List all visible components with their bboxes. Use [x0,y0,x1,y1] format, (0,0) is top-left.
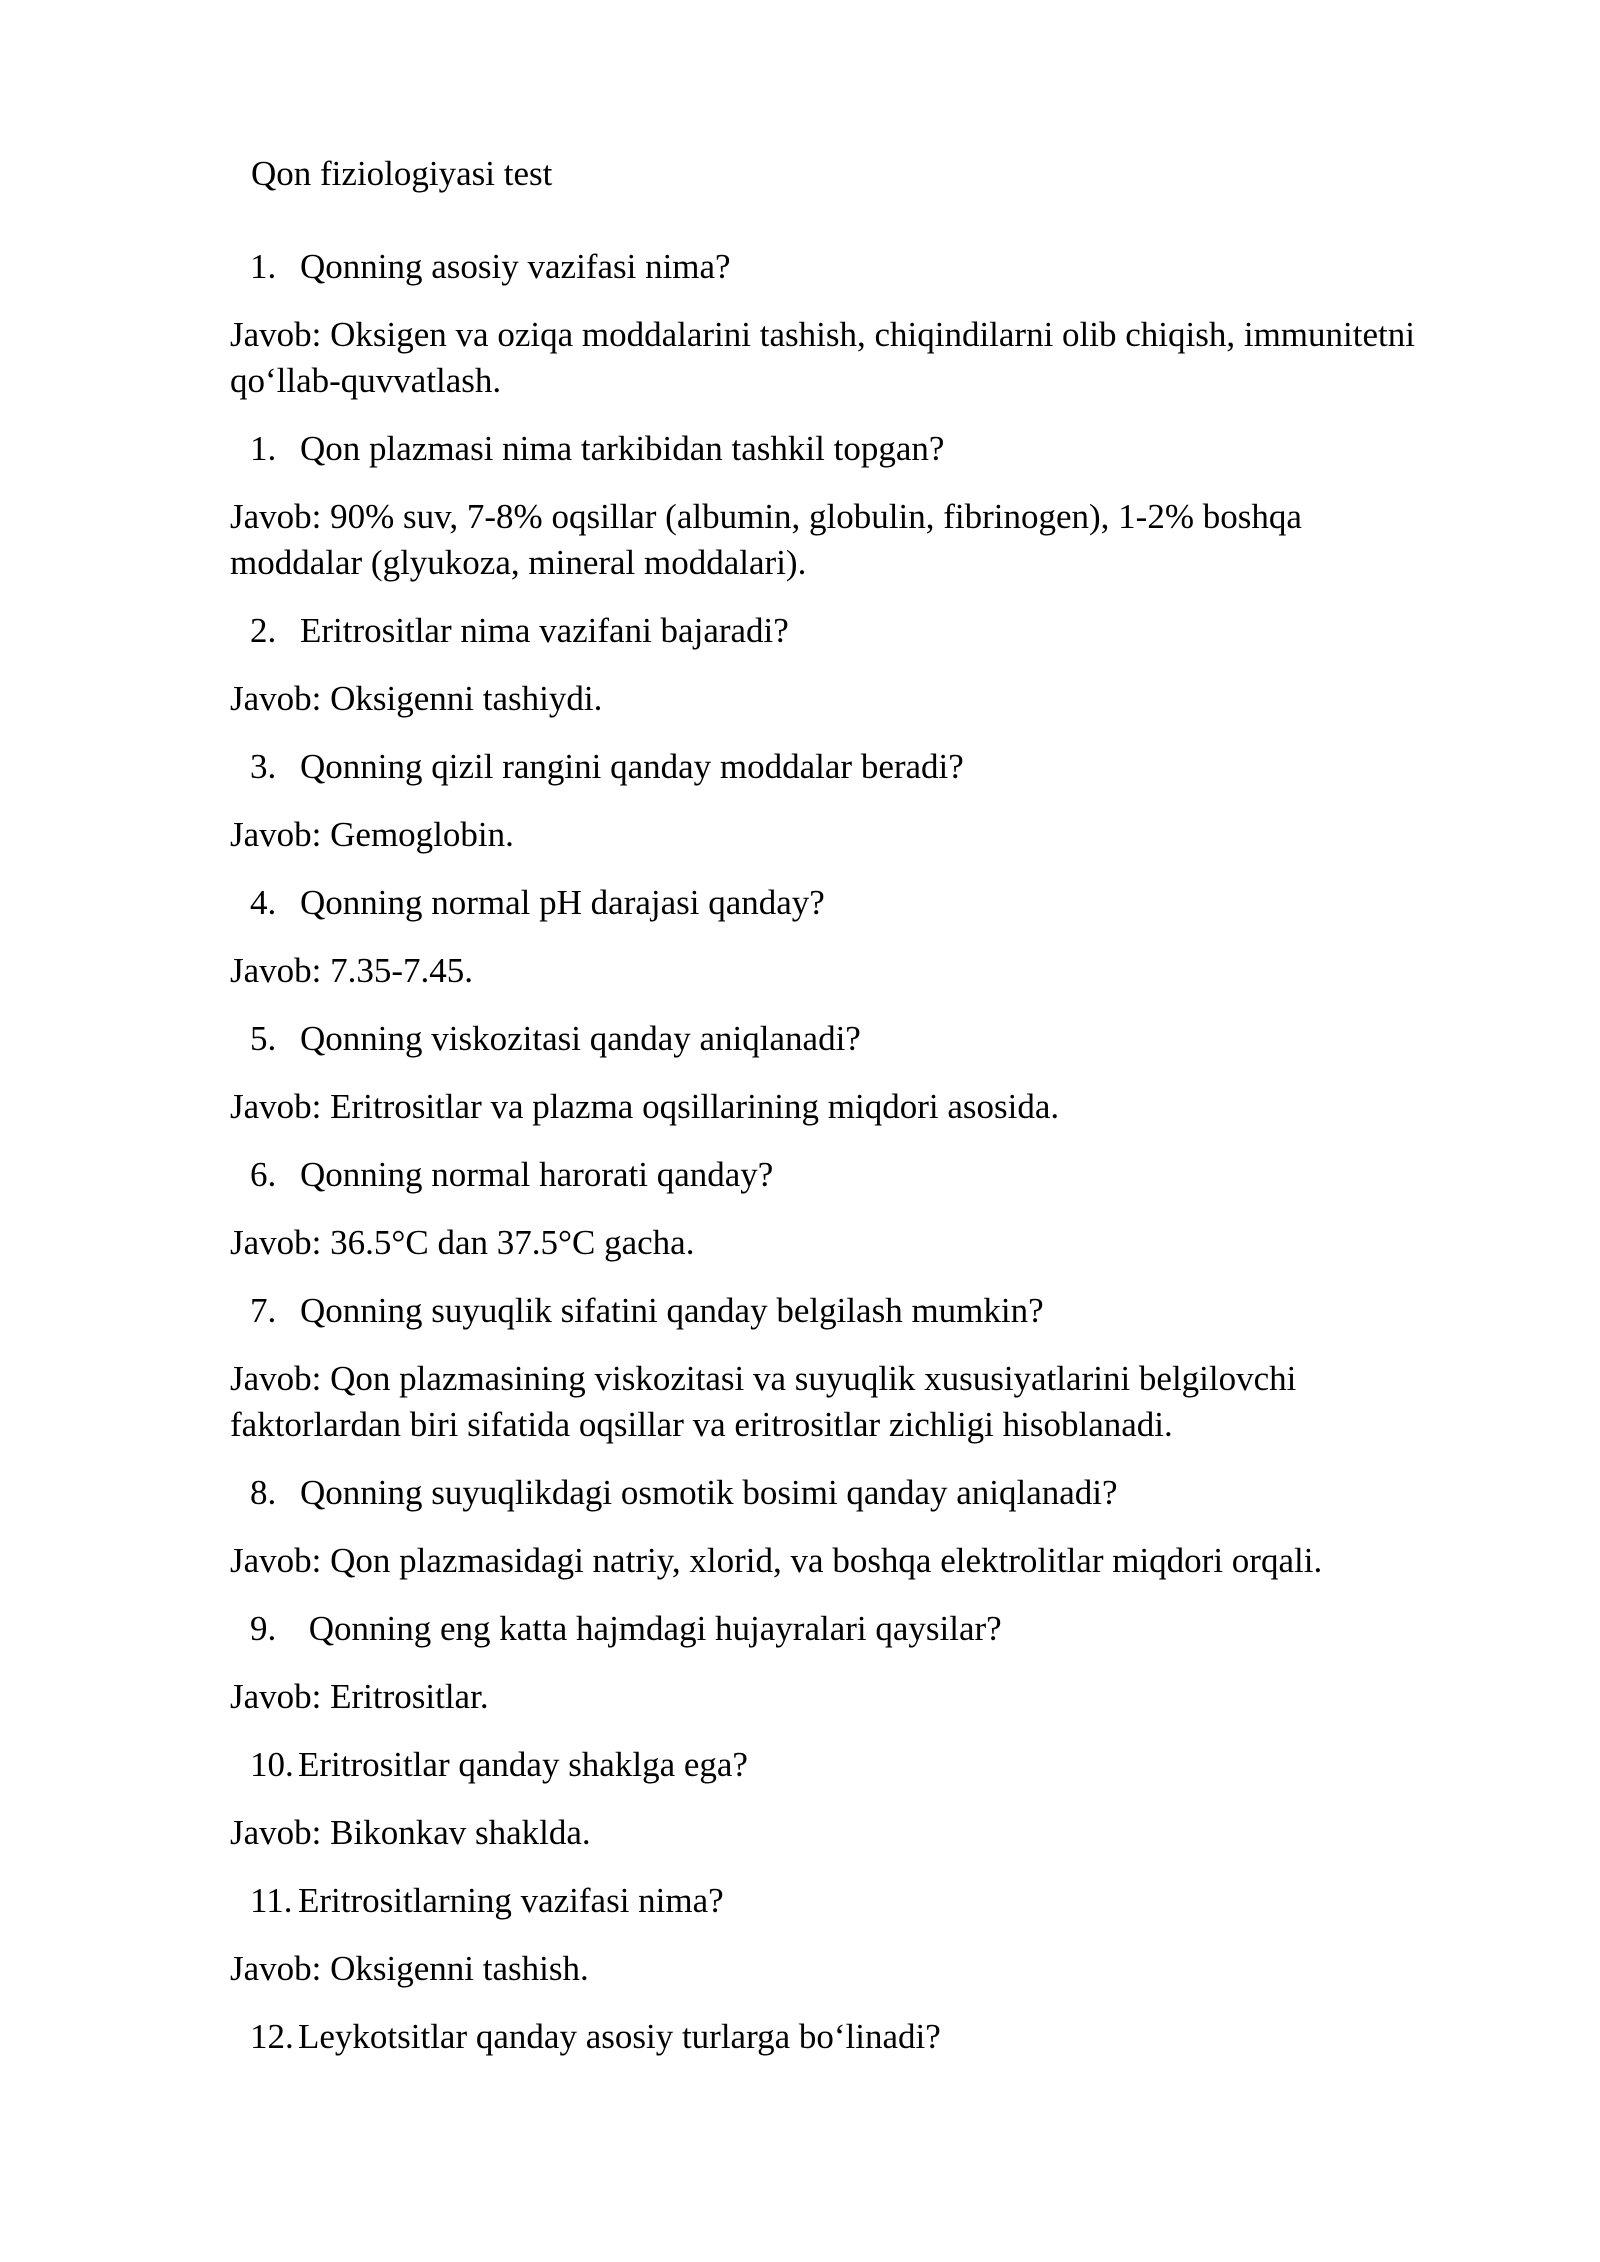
question-number: 5. [250,1019,277,1058]
question-text: Qonning qizil rangini qanday moddalar beradi? [300,747,964,786]
question [230,608,1430,654]
question-text: Eritrositlar nima vazifani bajaradi? [300,611,789,650]
answer: Javob: 7.35-7.45. [230,951,474,990]
question [230,244,1430,290]
qa-item [230,426,1430,586]
qa-item [230,1288,1430,1448]
qa-item [230,1742,1430,1856]
question-number: 1. [250,429,277,468]
question-number: 9. [250,1609,277,1648]
question-text: Qonning suyuqlik sifatini qanday belgilash mumkin? [300,1291,1044,1330]
answer: Javob: Eritrositlar. [230,1677,489,1716]
question-text: Qonning viskozitasi qanday aniqlanadi? [300,1019,861,1058]
qa-item [230,608,1430,722]
question [230,1016,1430,1062]
question-text: Qonning normal harorati qanday? [300,1155,774,1194]
answer: Javob: 90% suv, 7-8% oqsillar (albumin, globulin, fibrinogen), 1-2% boshqa moddalar (glyukoza, mineral moddalari). [230,497,1302,582]
question-number: 3. [250,747,277,786]
answer: Javob: Oksigen va oziqa moddalarini tashish, chiqindilarni olib chiqish, immunitetni qo‘llab-quvvatlash. [230,315,1415,400]
question-text: Qonning normal pH darajasi qanday? [300,883,825,922]
question-number: 8. [250,1473,277,1512]
qa-item [230,1606,1430,1720]
question-text: Qonning asosiy vazifasi nima? [300,247,731,286]
question-number: 10. [250,1745,294,1784]
question-number: 12. [250,2017,294,2056]
question-text: Eritrositlarning vazifasi nima? [298,1881,724,1920]
qa-item [230,244,1430,404]
question-list [230,244,1430,2082]
question-number: 11. [250,1881,293,1920]
question-text: Qon plazmasi nima tarkibidan tashkil topgan? [300,429,945,468]
question [230,1288,1430,1334]
question [230,744,1430,790]
question [230,1470,1430,1516]
document-title: Qon fiziologiyasi test [251,154,553,193]
question-number: 7. [250,1291,277,1330]
answer: Javob: Oksigenni tashiydi. [230,679,603,718]
qa-item [230,1470,1430,1584]
question [230,1606,1430,1652]
qa-item [230,1878,1430,1992]
question [230,880,1430,926]
qa-item [230,2014,1430,2060]
question [230,426,1430,472]
question-number: 2. [250,611,277,650]
qa-item [230,744,1430,858]
answer: Javob: Bikonkav shaklda. [230,1813,591,1852]
answer: Javob: Gemoglobin. [230,815,514,854]
question [230,1878,1430,1924]
answer: Javob: Eritrositlar va plazma oqsillarining miqdori asosida. [230,1087,1060,1126]
question-text: Qonning eng katta hajmdagi hujayralari qaysilar? [300,1609,1002,1648]
question-text: Qonning suyuqlikdagi osmotik bosimi qanday aniqlanadi? [300,1473,1118,1512]
qa-item [230,1016,1430,1130]
qa-item [230,1152,1430,1266]
question-text: Leykotsitlar qanday asosiy turlarga bo‘linadi? [298,2017,941,2056]
qa-item [230,880,1430,994]
question-number: 4. [250,883,277,922]
answer: Javob: Oksigenni tashish. [230,1949,589,1988]
answer: Javob: Qon plazmasining viskozitasi va suyuqlik xususiyatlarini belgilovchi faktorlardan biri sifatida oqsillar va eritrositlar zichligi hisoblanadi. [230,1359,1297,1444]
answer: Javob: 36.5°C dan 37.5°C gacha. [230,1223,695,1262]
question [230,2014,1430,2060]
question [230,1742,1430,1788]
question-number: 1. [250,247,277,286]
question-number: 6. [250,1155,277,1194]
answer: Javob: Qon plazmasidagi natriy, xlorid, va boshqa elektrolitlar miqdori orqali. [230,1541,1323,1580]
question-text: Eritrositlar qanday shaklga ega? [298,1745,748,1784]
question [230,1152,1430,1198]
